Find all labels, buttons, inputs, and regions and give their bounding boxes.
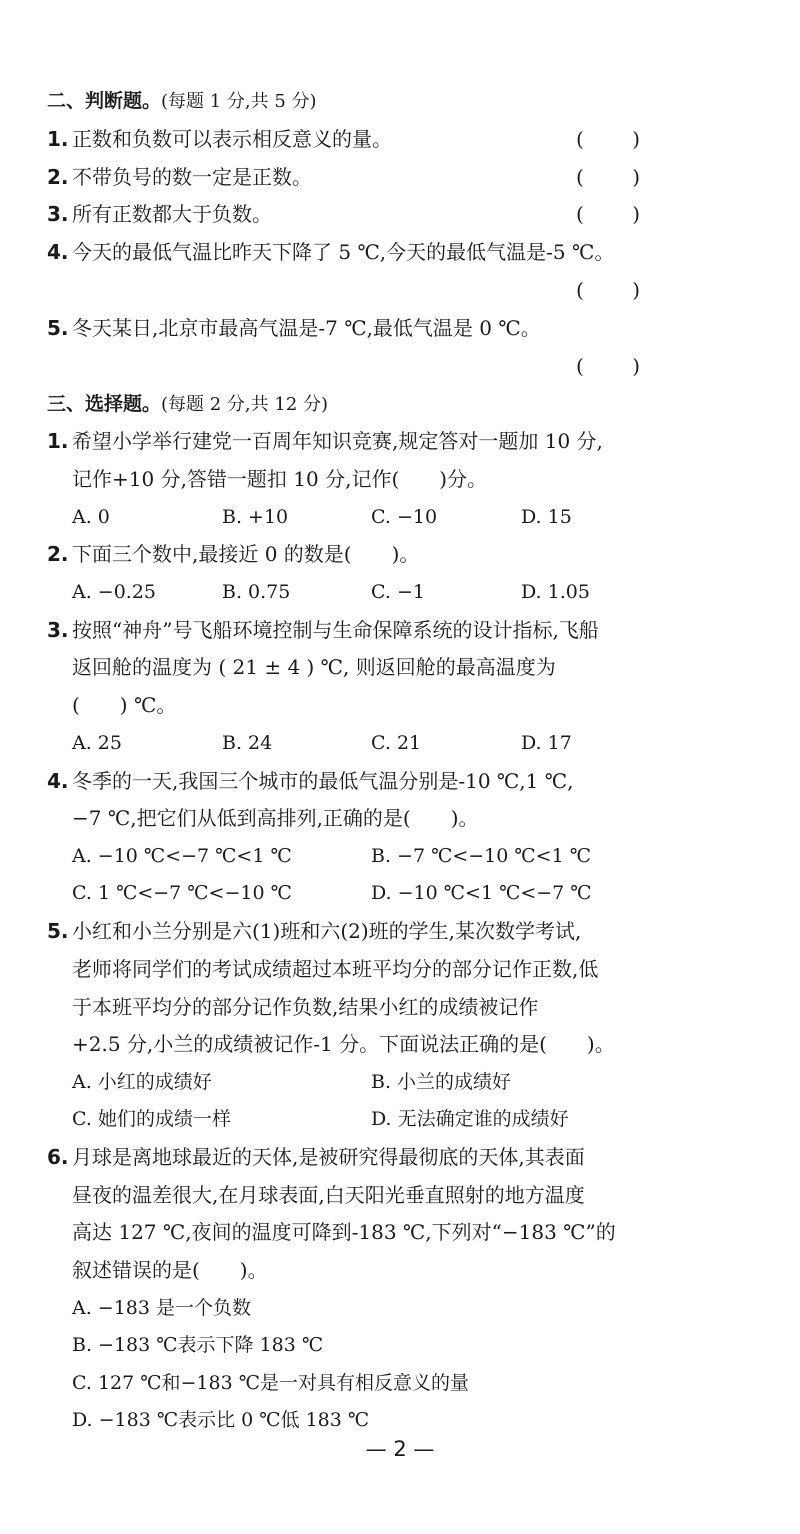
paren-close: ): [632, 165, 640, 189]
question-text: 按照“神舟”号飞船环境控制与生命保障系统的设计指标,飞船: [72, 618, 599, 642]
section2-title: [47, 82, 317, 121]
judge-question-5: [0, 309, 800, 347]
question-text: ( ) ℃。: [72, 693, 177, 717]
judge-question-3: [0, 195, 800, 233]
option-c[interactable]: C. 她们的成绩一样: [72, 1108, 231, 1130]
question-number: 5.: [47, 316, 69, 340]
option-c[interactable]: C. −1: [371, 581, 425, 603]
question-text: 冬天某日,北京市最高气温是-7 ℃,最低气温是 0 ℃。: [72, 316, 541, 340]
question-text: 月球是离地球最近的天体,是被研究得最彻底的天体,其表面: [72, 1145, 585, 1169]
paren-close: ): [632, 354, 640, 378]
question-text: 今天的最低气温比昨天下降了 5 ℃,今天的最低气温是-5 ℃。: [72, 240, 615, 264]
choice-question-1-options: [0, 498, 800, 536]
answer-parentheses[interactable]: [576, 120, 640, 158]
option-b[interactable]: B. −183 ℃表示下降 183 ℃: [72, 1334, 324, 1356]
question-text: 不带负号的数一定是正数。: [72, 165, 312, 189]
option-c[interactable]: C. 127 ℃和−183 ℃是一对具有相反意义的量: [72, 1372, 469, 1394]
choice-question-3: [0, 611, 800, 649]
answer-parentheses[interactable]: [576, 158, 640, 196]
question-text: 所有正数都大于负数。: [72, 202, 272, 226]
question-number: 3.: [47, 202, 69, 226]
option-a[interactable]: A. 0: [72, 506, 110, 528]
option-c[interactable]: C. −10: [371, 506, 438, 528]
choice-question-6: [0, 1138, 800, 1176]
question-number: 1.: [47, 127, 69, 151]
question-text: 返回舱的温度为 ( 21 ± 4 ) ℃, 则返回舱的最高温度为: [72, 655, 556, 679]
question-number: 4.: [47, 240, 69, 264]
choice-question-5-line-2: [0, 950, 800, 988]
question-number: 6.: [47, 1145, 69, 1169]
judge-question-1: [0, 120, 800, 158]
option-a[interactable]: A. 小红的成绩好: [72, 1071, 212, 1093]
section3-note: (每题 2 分,共 12 分): [161, 394, 329, 415]
option-c[interactable]: C. 1 ℃<−7 ℃<−10 ℃: [72, 882, 292, 904]
question-text: +2.5 分,小兰的成绩被记作-1 分。下面说法正确的是( )。: [72, 1032, 615, 1056]
question-number: 2.: [47, 542, 69, 566]
option-b[interactable]: B. −7 ℃<−10 ℃<1 ℃: [371, 845, 591, 867]
choice-question-5-line-3: [0, 988, 800, 1026]
choice-question-6-option-c: [0, 1364, 800, 1402]
option-b[interactable]: B. 24: [222, 732, 273, 754]
option-a[interactable]: A. −183 是一个负数: [72, 1297, 252, 1319]
paren-open: (: [576, 165, 584, 189]
option-a[interactable]: A. −0.25: [72, 581, 157, 603]
choice-question-4-options-row-1: [0, 837, 800, 875]
choice-question-3-line-3: [0, 686, 800, 724]
paren-close: ): [632, 202, 640, 226]
paren-open: (: [576, 127, 584, 151]
choice-question-2: [0, 535, 800, 573]
question-text: 老师将同学们的考试成绩超过本班平均分的部分记作正数,低: [72, 957, 599, 981]
choice-question-6-option-a: [0, 1289, 800, 1327]
page-number: — 2 —: [365, 1437, 435, 1461]
question-text: 希望小学举行建党一百周年知识竞赛,规定答对一题加 10 分,: [72, 429, 603, 453]
option-d[interactable]: D. −10 ℃<1 ℃<−7 ℃: [371, 882, 592, 904]
option-b[interactable]: B. 0.75: [222, 581, 291, 603]
choice-question-3-line-2: [0, 648, 800, 686]
judge-question-4: [0, 233, 800, 271]
section2-header: [0, 82, 800, 120]
section2-title-text: 二、判断题。: [47, 90, 162, 112]
section3-title: [47, 385, 328, 424]
option-d[interactable]: D. 1.05: [521, 581, 590, 603]
question-number: 5.: [47, 919, 69, 943]
choice-question-5: [0, 912, 800, 950]
question-text: 记作+10 分,答错一题扣 10 分,记作( )分。: [72, 467, 488, 491]
choice-question-6-line-2: [0, 1176, 800, 1214]
question-text: 冬季的一天,我国三个城市的最低气温分别是-10 ℃,1 ℃,: [72, 769, 574, 793]
choice-question-4: [0, 762, 800, 800]
choice-question-5-line-4: [0, 1025, 800, 1063]
question-text: −7 ℃,把它们从低到高排列,正确的是( )。: [72, 806, 479, 830]
question-number: 1.: [47, 429, 69, 453]
paren-open: (: [576, 278, 584, 302]
question-number: 4.: [47, 769, 69, 793]
paren-open: (: [576, 354, 584, 378]
choice-question-4-options-row-2: [0, 874, 800, 912]
option-a[interactable]: A. 25: [72, 732, 122, 754]
choice-question-6-option-b: [0, 1326, 800, 1364]
paren-open: (: [576, 202, 584, 226]
answer-parentheses[interactable]: [576, 195, 640, 233]
choice-question-1-line-2: [0, 460, 800, 498]
option-d[interactable]: D. −183 ℃表示比 0 ℃低 183 ℃: [72, 1409, 370, 1431]
choice-question-6-option-d: [0, 1401, 800, 1439]
judge-question-4-answer: [0, 271, 800, 309]
answer-parentheses[interactable]: [576, 347, 640, 385]
choice-question-5-options-row-2: [0, 1100, 800, 1138]
choice-question-1: [0, 422, 800, 460]
question-number: 2.: [47, 165, 69, 189]
question-text: 下面三个数中,最接近 0 的数是( )。: [72, 542, 420, 566]
judge-question-2: [0, 158, 800, 196]
question-text: 高达 127 ℃,夜间的温度可降到-183 ℃,下列对“−183 ℃”的: [72, 1220, 616, 1244]
choice-question-3-options: [0, 724, 800, 762]
option-a[interactable]: A. −10 ℃<−7 ℃<1 ℃: [72, 845, 292, 867]
option-c[interactable]: C. 21: [371, 732, 422, 754]
section2-note: (每题 1 分,共 5 分): [161, 91, 317, 112]
choice-question-5-options-row-1: [0, 1063, 800, 1101]
paren-close: ): [632, 278, 640, 302]
question-text: 正数和负数可以表示相反意义的量。: [72, 127, 392, 151]
option-d[interactable]: D. 17: [521, 732, 572, 754]
option-b[interactable]: B. +10: [222, 506, 289, 528]
question-number: 3.: [47, 618, 69, 642]
choice-question-4-line-2: [0, 799, 800, 837]
option-b[interactable]: B. 小兰的成绩好: [371, 1071, 512, 1093]
question-text: 小红和小兰分别是六(1)班和六(2)班的学生,某次数学考试,: [72, 919, 582, 943]
option-d[interactable]: D. 无法确定谁的成绩好: [371, 1108, 569, 1130]
question-text: 叙述错误的是( )。: [72, 1258, 268, 1282]
option-d[interactable]: D. 15: [521, 506, 572, 528]
choice-question-6-line-4: [0, 1251, 800, 1289]
judge-question-5-answer: [0, 347, 800, 385]
choice-question-6-line-3: [0, 1213, 800, 1251]
section3-header: [0, 385, 800, 423]
question-text: 昼夜的温差很大,在月球表面,白天阳光垂直照射的地方温度: [72, 1183, 585, 1207]
section3-title-text: 三、选择题。: [47, 393, 162, 415]
choice-question-2-options: [0, 573, 800, 611]
paren-close: ): [632, 127, 640, 151]
answer-parentheses[interactable]: [576, 271, 640, 309]
question-text: 于本班平均分的部分记作负数,结果小红的成绩被记作: [72, 995, 539, 1019]
